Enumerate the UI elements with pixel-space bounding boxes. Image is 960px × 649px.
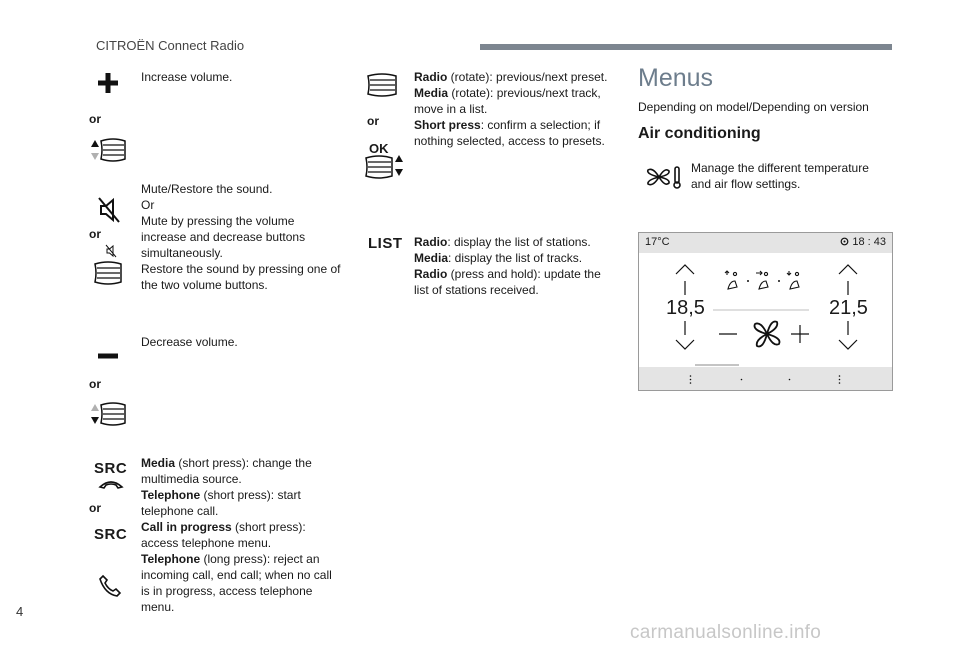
- menu-dots-icon[interactable]: [689, 375, 692, 384]
- decrease-volume-text: Decrease volume.: [141, 335, 238, 349]
- phone-icon: [98, 478, 124, 490]
- air-conditioning-title: Air conditioning: [638, 125, 761, 142]
- src-label: SRC: [94, 526, 128, 543]
- mute-small-icon: [105, 244, 117, 258]
- air-distribution-icons[interactable]: [723, 269, 813, 293]
- right-temp-down-chevron-icon[interactable]: [838, 339, 858, 351]
- phone-handset-icon: [98, 574, 122, 598]
- rotary-text: Radio (rotate): previous/next preset. Media (rotate): previous/next track, move in a list. Short press: confirm a selection; if nothing selected, access to presets.: [414, 70, 608, 148]
- screen-status-bar: [639, 233, 892, 253]
- fan-increase-icon[interactable]: [791, 325, 809, 343]
- clock: 18 : 43: [840, 236, 886, 248]
- watermark: carmanualsonline.info: [630, 622, 822, 643]
- or-label: or: [89, 501, 101, 515]
- volume-wheel-down-icon: [87, 400, 129, 428]
- mute-text: Mute/Restore the sound. Or Mute by pressing the volume increase and decrease buttons simultaneously. Restore the sound by pressing one of the two volume buttons.: [141, 182, 341, 292]
- volume-wheel-icon: [92, 259, 124, 287]
- rotary-wheel-icon: [364, 72, 400, 98]
- list-label: LIST: [368, 235, 403, 252]
- screen-bottom-bar: [639, 367, 892, 390]
- or-label: or: [89, 227, 101, 241]
- left-temp-line-icon: [684, 321, 686, 335]
- dot-icon[interactable]: [788, 378, 791, 381]
- ok-wheel-icon: [364, 154, 406, 180]
- selected-tab-indicator: [695, 364, 739, 366]
- fan-decrease-icon[interactable]: [719, 333, 737, 335]
- climate-screen: [638, 232, 893, 391]
- left-temp-line-icon: [684, 281, 686, 295]
- right-temperature: 21,5: [829, 297, 868, 319]
- right-temp-up-chevron-icon[interactable]: [838, 263, 858, 275]
- or-label: or: [89, 377, 101, 391]
- left-temperature: 18,5: [666, 297, 705, 319]
- plus-icon: [97, 72, 119, 94]
- menus-subtitle: Depending on model/Depending on version: [638, 100, 869, 114]
- left-temp-up-chevron-icon[interactable]: [675, 263, 695, 275]
- page-number: 4: [16, 604, 24, 619]
- src-label: SRC: [94, 460, 128, 477]
- minus-icon: [97, 352, 119, 360]
- or-label: or: [89, 112, 101, 126]
- menu-dots-icon[interactable]: [838, 375, 841, 384]
- running-header: CITROËN Connect Radio: [96, 38, 245, 53]
- dot-icon[interactable]: [740, 378, 743, 381]
- fan-thermometer-icon: [645, 164, 685, 190]
- left-temp-down-chevron-icon[interactable]: [675, 339, 695, 351]
- outside-temperature: 17°C: [645, 236, 670, 248]
- or-label: or: [367, 114, 379, 128]
- ok-label: OK: [369, 141, 389, 156]
- header-bar: [480, 44, 892, 50]
- mute-icon: [97, 196, 121, 224]
- settings-icon: [840, 237, 849, 246]
- src-text: Media (short press): change the multimedia source. Telephone (short press): start telephone call. Call in progress (short press): access telephone menu. Telephone (long press): reject an incoming call, end call; when no call is in progress, access telephone menu.: [141, 456, 332, 614]
- list-text: Radio: display the list of stations. Media: display the list of tracks. Radio (press and hold): update the list of stations received.: [414, 235, 601, 297]
- volume-wheel-up-icon: [87, 136, 129, 164]
- divider-line: [713, 309, 809, 311]
- right-temp-line-icon: [847, 321, 849, 335]
- right-temp-line-icon: [847, 281, 849, 295]
- air-conditioning-text: Manage the different temperature and air flow settings.: [691, 161, 869, 191]
- menus-title: Menus: [638, 64, 714, 92]
- fan-icon: [751, 318, 783, 350]
- increase-volume-text: Increase volume.: [141, 70, 233, 84]
